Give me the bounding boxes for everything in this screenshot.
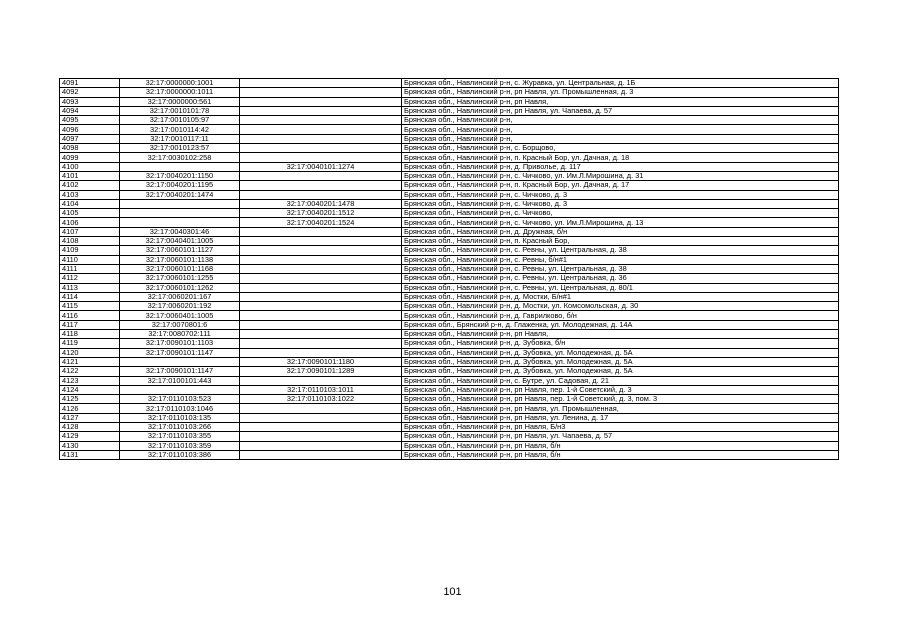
row-number-cell: 4096	[60, 125, 120, 134]
cadastral-number-cell: 32:17:0110103:1046	[120, 404, 240, 413]
related-cadastral-number-cell	[240, 432, 402, 441]
table-row	[60, 376, 839, 385]
table-row	[60, 367, 839, 376]
related-cadastral-number-cell	[240, 441, 402, 450]
row-number-cell: 4105	[60, 209, 120, 218]
address-cell: Брянская обл., Навлинский р-н, д. Дружная, б/н	[402, 227, 839, 236]
table-row	[60, 404, 839, 413]
row-number-cell: 4103	[60, 190, 120, 199]
row-number-cell: 4131	[60, 450, 120, 459]
row-number-cell: 4118	[60, 330, 120, 339]
address-cell: Брянская обл., Навлинский р-н, с. Ревны, б/н#1	[402, 255, 839, 264]
address-cell: Брянская обл., Навлинский р-н, рп Навля, б/н	[402, 441, 839, 450]
row-number-cell: 4108	[60, 237, 120, 246]
row-number-cell: 4129	[60, 432, 120, 441]
table-row	[60, 97, 839, 106]
table-row	[60, 330, 839, 339]
row-number-cell: 4091	[60, 79, 120, 88]
address-cell: Брянская обл., Навлинский р-н, рп Навля, б/н	[402, 450, 839, 459]
address-cell: Брянская обл., Навлинский р-н, с. Чичково, ул. Им.Л.Мирошина, д. 13	[402, 218, 839, 227]
row-number-cell: 4097	[60, 134, 120, 143]
address-cell: Брянская обл., Навлинский р-н, рп Навля, Б/н3	[402, 422, 839, 431]
cadastral-number-cell	[120, 162, 240, 171]
row-number-cell: 4125	[60, 395, 120, 404]
cadastral-number-cell	[120, 385, 240, 394]
row-number-cell: 4107	[60, 227, 120, 236]
table-row	[60, 311, 839, 320]
table-row	[60, 209, 839, 218]
related-cadastral-number-cell	[240, 134, 402, 143]
cadastral-number-cell: 32:17:0060101:1127	[120, 246, 240, 255]
address-cell: Брянская обл., Навлинский р-н, рп Навля,	[402, 97, 839, 106]
related-cadastral-number-cell	[240, 422, 402, 431]
related-cadastral-number-cell	[240, 153, 402, 162]
address-cell: Брянская обл., Навлинский р-н, д. Зубовка, ул. Молодежная, д. 5А	[402, 367, 839, 376]
address-cell: Брянская обл., Навлинский р-н, рп Навля, ул. Промышленная,	[402, 404, 839, 413]
registry-table-body	[60, 79, 839, 460]
address-cell: Брянская обл., Навлинский р-н, д. Мостки, ул. Комсомольская, д. 30	[402, 302, 839, 311]
related-cadastral-number-cell: 32:17:0040101:1274	[240, 162, 402, 171]
registry-table	[59, 78, 839, 460]
address-cell: Брянская обл., Навлинский р-н, п. Красный Бор, ул. Дачная, д. 17	[402, 181, 839, 190]
cadastral-number-cell: 32:17:0000000:1011	[120, 88, 240, 97]
related-cadastral-number-cell	[240, 404, 402, 413]
address-cell: Брянская обл., Навлинский р-н, с. Ревны, ул. Центральная, д. 36	[402, 274, 839, 283]
address-cell: Брянская обл., Навлинский р-н, д. Зубовка, б/н	[402, 339, 839, 348]
table-row	[60, 79, 839, 88]
row-number-cell: 4114	[60, 292, 120, 301]
related-cadastral-number-cell	[240, 106, 402, 115]
row-number-cell: 4112	[60, 274, 120, 283]
page-number: 101	[443, 586, 462, 598]
row-number-cell: 4106	[60, 218, 120, 227]
address-cell: Брянская обл., Навлинский р-н, д. Зубовка, ул. Молодежная, д. 5А	[402, 348, 839, 357]
related-cadastral-number-cell	[240, 413, 402, 422]
row-number-cell: 4101	[60, 171, 120, 180]
cadastral-number-cell: 32:17:0080702:111	[120, 330, 240, 339]
table-row	[60, 450, 839, 459]
table-row	[60, 357, 839, 366]
row-number-cell: 4124	[60, 385, 120, 394]
row-number-cell: 4109	[60, 246, 120, 255]
row-number-cell: 4098	[60, 144, 120, 153]
related-cadastral-number-cell	[240, 237, 402, 246]
table-row	[60, 283, 839, 292]
table-row	[60, 218, 839, 227]
table-row	[60, 441, 839, 450]
table-row	[60, 227, 839, 236]
address-cell: Брянская обл., Навлинский р-н, с. Борщово,	[402, 144, 839, 153]
related-cadastral-number-cell: 32:17:0040201:1524	[240, 218, 402, 227]
row-number-cell: 4127	[60, 413, 120, 422]
related-cadastral-number-cell	[240, 125, 402, 134]
address-cell: Брянская обл., Навлинский р-н, п. Красный Бор,	[402, 237, 839, 246]
cadastral-number-cell: 32:17:0040201:1195	[120, 181, 240, 190]
address-cell: Брянская обл., Навлинский р-н, д. Приволье, д. 117	[402, 162, 839, 171]
cadastral-number-cell: 32:17:0070801:6	[120, 320, 240, 329]
table-row	[60, 144, 839, 153]
cadastral-number-cell: 32:17:0010123:57	[120, 144, 240, 153]
related-cadastral-number-cell	[240, 97, 402, 106]
row-number-cell: 4130	[60, 441, 120, 450]
cadastral-number-cell: 32:17:0040301:46	[120, 227, 240, 236]
address-cell: Брянская обл., Навлинский р-н,	[402, 134, 839, 143]
related-cadastral-number-cell: 32:17:0040201:1512	[240, 209, 402, 218]
related-cadastral-number-cell	[240, 376, 402, 385]
related-cadastral-number-cell	[240, 339, 402, 348]
row-number-cell: 4104	[60, 199, 120, 208]
cadastral-number-cell: 32:17:0030102:258	[120, 153, 240, 162]
cadastral-number-cell: 32:17:0040201:1474	[120, 190, 240, 199]
address-cell: Брянская обл., Навлинский р-н, рп Навля, ул. Чапаева, д. 57	[402, 106, 839, 115]
address-cell: Брянская обл., Навлинский р-н, рп Навля, ул. Промышленная, д. 3	[402, 88, 839, 97]
cadastral-number-cell: 32:17:0060101:1262	[120, 283, 240, 292]
table-row	[60, 116, 839, 125]
address-cell: Брянская обл., Навлинский р-н,	[402, 125, 839, 134]
related-cadastral-number-cell	[240, 274, 402, 283]
table-row	[60, 106, 839, 115]
related-cadastral-number-cell	[240, 264, 402, 273]
table-row	[60, 422, 839, 431]
table-row	[60, 88, 839, 97]
table-row	[60, 348, 839, 357]
row-number-cell: 4119	[60, 339, 120, 348]
address-cell: Брянская обл., Навлинский р-н, с. Ревны, ул. Центральная, д. 80/1	[402, 283, 839, 292]
cadastral-number-cell: 32:17:0110103:135	[120, 413, 240, 422]
table-row	[60, 413, 839, 422]
row-number-cell: 4092	[60, 88, 120, 97]
table-row	[60, 162, 839, 171]
related-cadastral-number-cell	[240, 171, 402, 180]
cadastral-number-cell	[120, 199, 240, 208]
row-number-cell: 4115	[60, 302, 120, 311]
row-number-cell: 4095	[60, 116, 120, 125]
table-row	[60, 339, 839, 348]
cadastral-number-cell: 32:17:0090101:1147	[120, 348, 240, 357]
table-row	[60, 302, 839, 311]
table-row	[60, 125, 839, 134]
table-row	[60, 190, 839, 199]
row-number-cell: 4116	[60, 311, 120, 320]
related-cadastral-number-cell	[240, 302, 402, 311]
related-cadastral-number-cell	[240, 227, 402, 236]
related-cadastral-number-cell: 32:17:0040201:1478	[240, 199, 402, 208]
address-cell: Брянская обл., Навлинский р-н, рп Навля, пер. 1-й Советский, д. 3	[402, 385, 839, 394]
related-cadastral-number-cell	[240, 181, 402, 190]
table-row	[60, 292, 839, 301]
cadastral-number-cell: 32:17:0000000:561	[120, 97, 240, 106]
row-number-cell: 4093	[60, 97, 120, 106]
related-cadastral-number-cell	[240, 330, 402, 339]
cadastral-number-cell	[120, 218, 240, 227]
related-cadastral-number-cell	[240, 348, 402, 357]
address-cell: Брянская обл., Навлинский р-н, с. Чичково, д. 3	[402, 199, 839, 208]
cadastral-number-cell: 32:17:0060401:1005	[120, 311, 240, 320]
address-cell: Брянская обл., Навлинский р-н, д. Гаврилково, б/н	[402, 311, 839, 320]
address-cell: Брянская обл., Навлинский р-н, рп Навля, ул. Чапаева, д. 57	[402, 432, 839, 441]
row-number-cell: 4099	[60, 153, 120, 162]
address-cell: Брянская обл., Навлинский р-н, п. Красный Бор, ул. Дачная, д. 18	[402, 153, 839, 162]
related-cadastral-number-cell	[240, 79, 402, 88]
table-row	[60, 385, 839, 394]
cadastral-number-cell: 32:17:0110103:266	[120, 422, 240, 431]
row-number-cell: 4113	[60, 283, 120, 292]
row-number-cell: 4123	[60, 376, 120, 385]
cadastral-number-cell: 32:17:0060101:1168	[120, 264, 240, 273]
address-cell: Брянская обл., Навлинский р-н, с. Чичково, ул. Им.Л.Мирошина, д. 31	[402, 171, 839, 180]
cadastral-number-cell: 32:17:0000000:1001	[120, 79, 240, 88]
row-number-cell: 4120	[60, 348, 120, 357]
related-cadastral-number-cell	[240, 320, 402, 329]
address-cell: Брянская обл., Навлинский р-н, рп Навля, ул. Ленина, д. 17	[402, 413, 839, 422]
address-cell: Брянская обл., Навлинский р-н, рп Навля,	[402, 330, 839, 339]
address-cell: Брянская обл., Навлинский р-н, с. Чичково, д. 3	[402, 190, 839, 199]
table-row	[60, 264, 839, 273]
related-cadastral-number-cell	[240, 144, 402, 153]
table-row	[60, 134, 839, 143]
table-row	[60, 237, 839, 246]
related-cadastral-number-cell	[240, 292, 402, 301]
related-cadastral-number-cell	[240, 450, 402, 459]
address-cell: Брянская обл., Навлинский р-н, с. Журавка, ул. Центральная, д. 1Б	[402, 79, 839, 88]
address-cell: Брянская обл., Навлинский р-н, д. Зубовка, ул. Молодежная, д. 5А	[402, 357, 839, 366]
row-number-cell: 4122	[60, 367, 120, 376]
cadastral-number-cell	[120, 209, 240, 218]
row-number-cell: 4117	[60, 320, 120, 329]
cadastral-number-cell: 32:17:0110103:355	[120, 432, 240, 441]
related-cadastral-number-cell: 32:17:0110103:1022	[240, 395, 402, 404]
cadastral-number-cell: 32:17:0010117:11	[120, 134, 240, 143]
cadastral-number-cell: 32:17:0060201:167	[120, 292, 240, 301]
cadastral-number-cell: 32:17:0060201:192	[120, 302, 240, 311]
cadastral-number-cell: 32:17:0110103:523	[120, 395, 240, 404]
address-cell: Брянская обл., Навлинский р-н,	[402, 116, 839, 125]
related-cadastral-number-cell: 32:17:0110103:1011	[240, 385, 402, 394]
table-row	[60, 246, 839, 255]
row-number-cell: 4102	[60, 181, 120, 190]
related-cadastral-number-cell	[240, 190, 402, 199]
table-row	[60, 274, 839, 283]
table-row	[60, 395, 839, 404]
cadastral-number-cell: 32:17:0040401:1005	[120, 237, 240, 246]
table-row	[60, 171, 839, 180]
related-cadastral-number-cell	[240, 116, 402, 125]
address-cell: Брянская обл., Навлинский р-н, с. Бутре, ул. Садовая, д. 21	[402, 376, 839, 385]
related-cadastral-number-cell	[240, 255, 402, 264]
table-row	[60, 199, 839, 208]
row-number-cell: 4121	[60, 357, 120, 366]
cadastral-number-cell: 32:17:0110103:386	[120, 450, 240, 459]
related-cadastral-number-cell	[240, 311, 402, 320]
cadastral-number-cell: 32:17:0040201:1150	[120, 171, 240, 180]
related-cadastral-number-cell: 32:17:0090101:1289	[240, 367, 402, 376]
row-number-cell: 4111	[60, 264, 120, 273]
cadastral-number-cell: 32:17:0010105:97	[120, 116, 240, 125]
address-cell: Брянская обл., Брянский р-н, д. Глаженка, ул. Молодежная, д. 14А	[402, 320, 839, 329]
address-cell: Брянская обл., Навлинский р-н, с. Ревны, ул. Центральная, д. 38	[402, 246, 839, 255]
address-cell: Брянская обл., Навлинский р-н, с. Ревны, ул. Центральная, д. 38	[402, 264, 839, 273]
related-cadastral-number-cell	[240, 283, 402, 292]
table-row	[60, 181, 839, 190]
row-number-cell: 4126	[60, 404, 120, 413]
address-cell: Брянская обл., Навлинский р-н, рп Навля, пер. 1-й Советский, д. 3, пом. 3	[402, 395, 839, 404]
table-row	[60, 153, 839, 162]
row-number-cell: 4110	[60, 255, 120, 264]
cadastral-number-cell: 32:17:0010114:42	[120, 125, 240, 134]
table-row	[60, 432, 839, 441]
cadastral-number-cell: 32:17:0060101:1138	[120, 255, 240, 264]
row-number-cell: 4100	[60, 162, 120, 171]
table-row	[60, 255, 839, 264]
cadastral-number-cell: 32:17:0100101:443	[120, 376, 240, 385]
cadastral-number-cell: 32:17:0010101:78	[120, 106, 240, 115]
cadastral-number-cell: 32:17:0060101:1255	[120, 274, 240, 283]
related-cadastral-number-cell: 32:17:0090101:1180	[240, 357, 402, 366]
cadastral-number-cell: 32:17:0090101:1147	[120, 367, 240, 376]
row-number-cell: 4128	[60, 422, 120, 431]
cadastral-number-cell: 32:17:0110103:359	[120, 441, 240, 450]
related-cadastral-number-cell	[240, 246, 402, 255]
row-number-cell: 4094	[60, 106, 120, 115]
address-cell: Брянская обл., Навлинский р-н, д. Мостки, Б/н#1	[402, 292, 839, 301]
related-cadastral-number-cell	[240, 88, 402, 97]
cadastral-number-cell: 32:17:0090101:1103	[120, 339, 240, 348]
table-row	[60, 320, 839, 329]
address-cell: Брянская обл., Навлинский р-н, с. Чичково,	[402, 209, 839, 218]
cadastral-number-cell	[120, 357, 240, 366]
